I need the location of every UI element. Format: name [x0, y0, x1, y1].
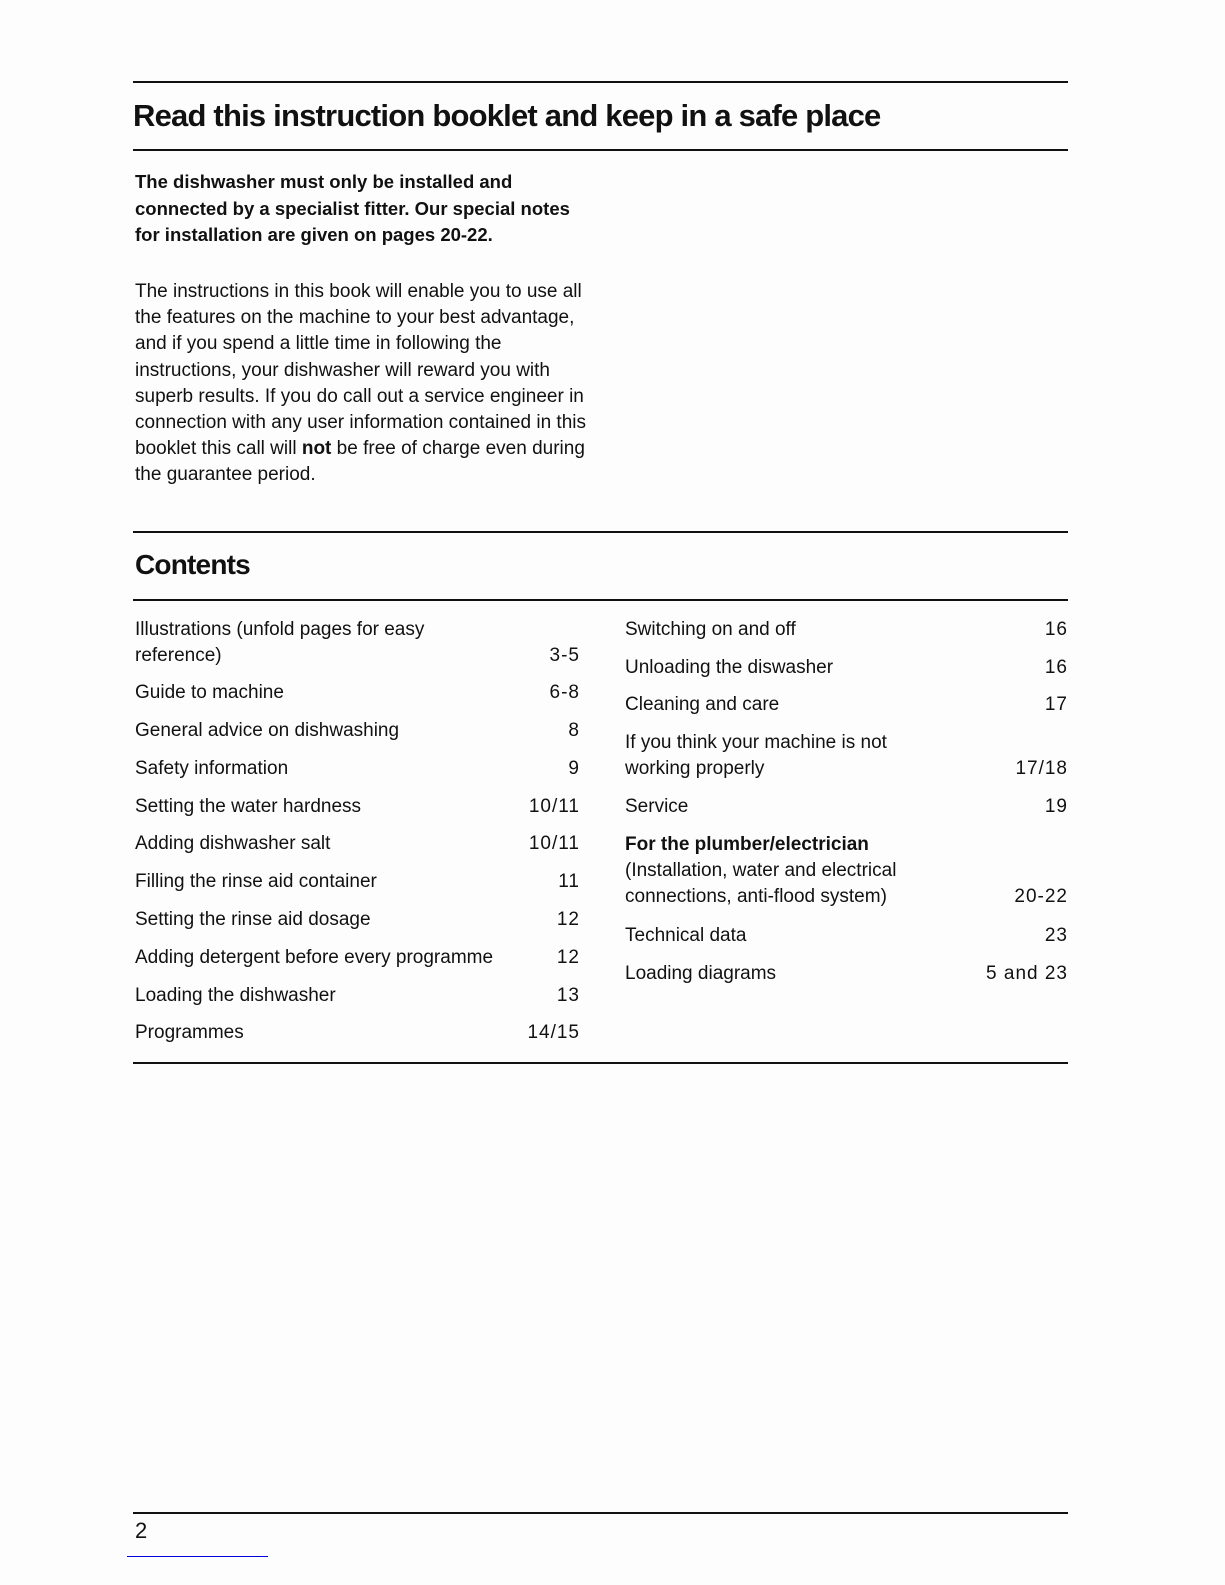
- toc-entry: [135, 794, 580, 820]
- toc-entry-text: Adding dishwasher salt: [135, 833, 331, 854]
- toc-entry-title: [135, 869, 377, 895]
- toc-page-number: 5 and 23: [986, 963, 1068, 984]
- toc-entry-title: [625, 692, 779, 718]
- toc-entry: [135, 617, 580, 669]
- toc-entry-text: (Installation, water and electrical connections, anti-flood system): [625, 860, 897, 907]
- toc-entry-bold-title: For the plumber/electrician: [625, 834, 869, 855]
- toc-entry-text: Illustrations (unfold pages for easy reference): [135, 619, 425, 666]
- toc-entry-title: [135, 907, 371, 933]
- title-rule: [133, 149, 1068, 151]
- toc-entry: [625, 794, 1068, 820]
- toc-entry-text: Programmes: [135, 1022, 244, 1043]
- toc-entry-text: Unloading the diswasher: [625, 657, 834, 678]
- toc-entry-title: [625, 961, 776, 987]
- toc-entry-text: Technical data: [625, 925, 747, 946]
- toc-entry-title: [625, 617, 796, 643]
- toc-entry: [625, 730, 1068, 782]
- page-number: 2: [135, 1518, 148, 1543]
- toc-entry-text: Service: [625, 796, 689, 817]
- toc-entry-title: [625, 730, 945, 782]
- toc-page-number: 13: [556, 985, 580, 1006]
- toc-page-number: 6-8: [549, 682, 580, 703]
- toc-page-number: 9: [568, 758, 580, 779]
- toc-entry-title: [625, 794, 688, 820]
- toc-page-number: 17/18: [1015, 758, 1068, 779]
- footer-rule: [133, 1512, 1068, 1514]
- toc-entry: [625, 617, 1068, 643]
- toc-entry: [135, 718, 580, 744]
- toc-entry-title: [135, 831, 330, 857]
- contents-top-rule: [133, 531, 1068, 533]
- toc-page-number: 11: [558, 871, 580, 892]
- contents-heading: Contents: [135, 549, 250, 580]
- toc-entry-title: [135, 983, 336, 1009]
- toc-entry-text: Setting the rinse aid dosage: [135, 909, 371, 930]
- toc-entry-text: General advice on dishwashing: [135, 720, 400, 741]
- intro-text-end: be free of charge even during the guarantee period.: [135, 438, 585, 486]
- toc-entry: [135, 831, 580, 857]
- toc-entry-text: Safety information: [135, 758, 289, 779]
- link-underline[interactable]: [127, 1556, 268, 1557]
- toc-entry-text: Filling the rinse aid container: [135, 871, 377, 892]
- toc-page-number: 12: [556, 909, 580, 930]
- toc-entry-title: [135, 945, 493, 971]
- toc-entry: [625, 923, 1068, 949]
- toc-entry-text: Adding detergent before every programme: [135, 947, 494, 968]
- toc-entry-text: Loading the dishwasher: [135, 985, 336, 1006]
- toc-entry: [625, 832, 1068, 910]
- toc-entry: [625, 961, 1068, 987]
- toc-entry: [625, 655, 1068, 681]
- toc-entry: [135, 983, 580, 1009]
- toc-entry: [135, 945, 580, 971]
- toc-entry-text: Loading diagrams: [625, 963, 777, 984]
- toc-page-number: 16: [1044, 619, 1068, 640]
- toc-entry: [625, 692, 1068, 718]
- toc-entry-title: [625, 923, 746, 949]
- page-title: Read this instruction booklet and keep in a safe place: [133, 98, 881, 133]
- toc-page-number: 10/11: [528, 833, 580, 854]
- toc-entry-title: [135, 718, 399, 744]
- toc-page-number: 16: [1044, 657, 1068, 678]
- toc-entry-title: [135, 794, 361, 820]
- intro-emphasis: not: [301, 438, 332, 460]
- toc-page-number: 12: [556, 947, 580, 968]
- toc-entry: [135, 907, 580, 933]
- toc-entry-title: [625, 655, 833, 681]
- toc-entry-text: Switching on and off: [625, 619, 796, 640]
- toc-entry-text: Cleaning and care: [625, 694, 780, 715]
- toc-entry-title: [135, 756, 288, 782]
- toc-page-number: 23: [1044, 925, 1068, 946]
- toc-page-number: 3-5: [549, 645, 580, 666]
- toc-entry-title: [135, 680, 284, 706]
- toc-page-number: 19: [1044, 796, 1068, 817]
- intro-text: The instructions in this book will enable you to use all the features on the machine to your best advantage, and if you spend a little time in following the instructions, your dishwasher will reward you with superb results. If you do call out a service engineer in connection with any user information contained in this booklet this call will: [135, 281, 586, 460]
- toc-entry-title: [625, 832, 945, 910]
- toc-entry-text: Setting the water hardness: [135, 796, 362, 817]
- toc-page-number: 17: [1044, 694, 1068, 715]
- contents-heading-rule: [133, 599, 1068, 601]
- installation-notice: The dishwasher must only be installed and connected by a specialist fitter. Our special notes for installation are given on pages 20-22.: [135, 171, 570, 246]
- intro-paragraph: [135, 279, 595, 489]
- contents-bottom-rule: [133, 1062, 1068, 1064]
- toc-entry: [135, 756, 580, 782]
- toc-entry-text: If you think your machine is not working properly: [625, 732, 887, 779]
- toc-page-number: 8: [568, 720, 580, 741]
- toc-page-number: 20-22: [1014, 886, 1068, 907]
- toc-entry-title: [135, 1020, 244, 1046]
- toc-entry: [135, 680, 580, 706]
- toc-entry-title: [135, 617, 465, 669]
- toc-entry: [135, 1020, 580, 1046]
- toc-page-number: 10/11: [528, 796, 580, 817]
- top-rule: [133, 81, 1068, 83]
- toc-entry-text: Guide to machine: [135, 682, 284, 703]
- toc-page-number: 14/15: [527, 1022, 580, 1043]
- toc-entry: [135, 869, 580, 895]
